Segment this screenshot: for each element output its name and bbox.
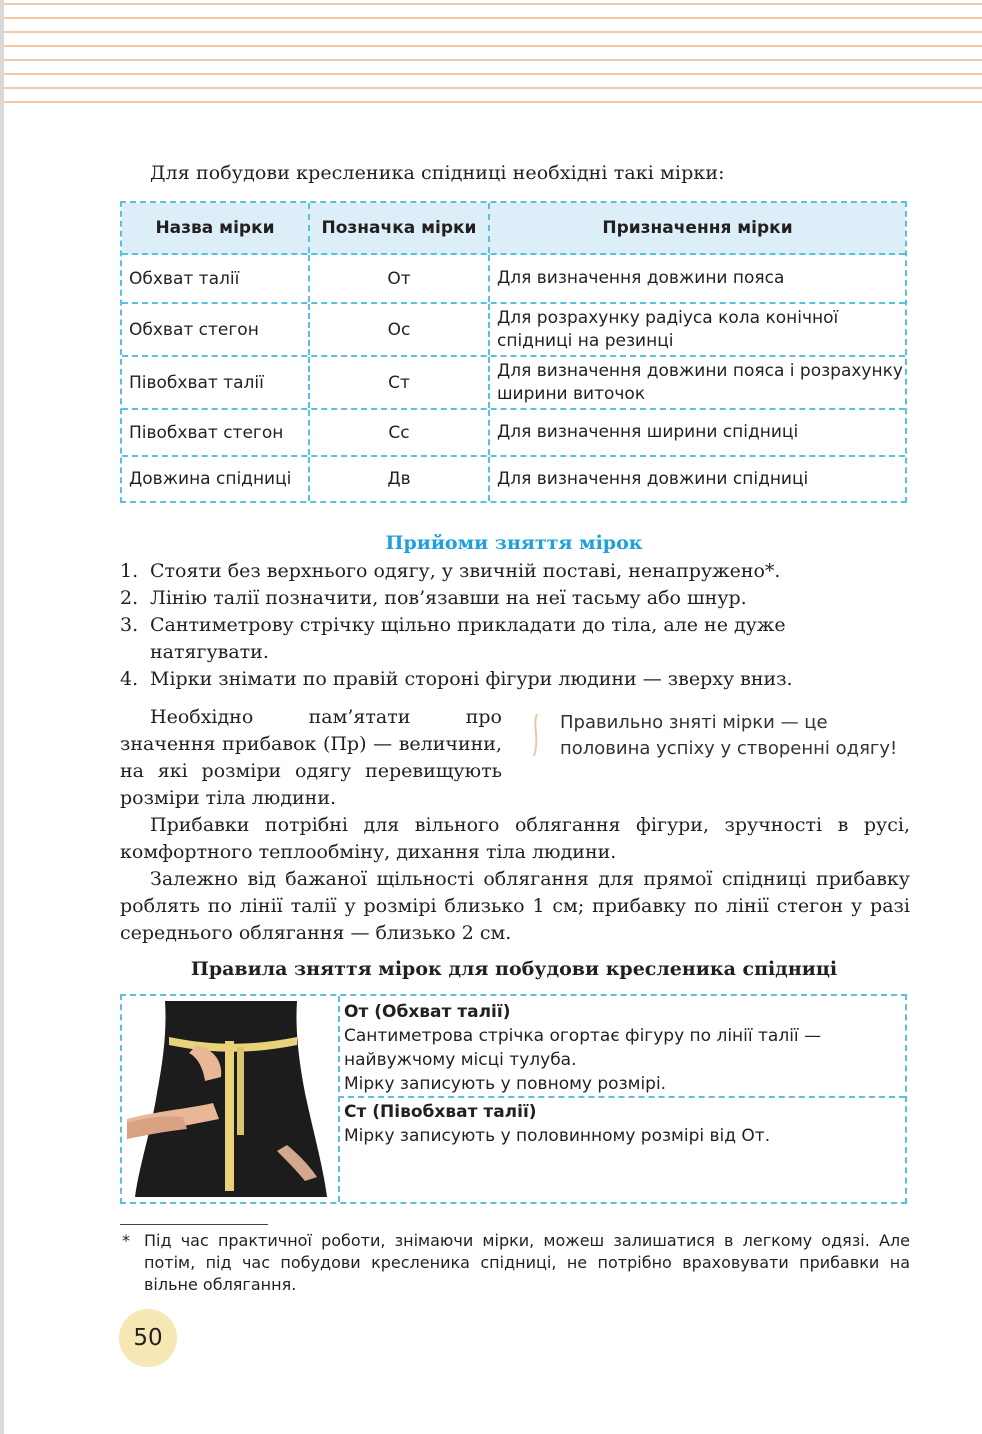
rule-half-waist (344, 1100, 897, 1148)
section-title: Прийоми зняття мірок (385, 532, 643, 554)
table-row (122, 304, 905, 357)
table-header-cell: Призначення мірки (488, 203, 905, 253)
list-item (120, 666, 910, 693)
footnote (120, 1230, 910, 1296)
list-item-number: 1. (120, 560, 139, 582)
list-item-text: Мірки знімати по правій стороні фігури людини — зверху вниз. (150, 668, 793, 690)
rules-divider (338, 996, 340, 1202)
list-item-number: 3. (120, 614, 139, 636)
rule-text: Сантиметрова стрічка огортає фігуру по лінії талії — (344, 1026, 822, 1046)
page-left-border (0, 0, 4, 1434)
steps-list (120, 558, 910, 693)
table-header-cell: Позначка мірки (308, 203, 488, 253)
rule-heading: От (Обхват талії) (344, 1002, 511, 1022)
table-cell-code: От (308, 255, 488, 302)
list-item-text: Сантиметрову стрічку щільно прикладати до тіла, але не дуже натягувати. (150, 614, 786, 663)
header-stripes (4, 0, 982, 112)
table-cell-name: Півобхват талії (129, 372, 264, 393)
rules-divider (338, 1096, 905, 1098)
table-row (122, 410, 905, 457)
table-cell-name: Обхват стегон (129, 319, 259, 340)
footnote-text: Під час практичної роботи, знімаючи мірки, можеш залишатися в легкому одязі. Але потім, під час побудови кресленика спідниці, не потрібно враховувати прибавки на вільне облягання. (144, 1231, 910, 1294)
footnote-rule (120, 1224, 268, 1225)
waist-measurement-photo (127, 1001, 334, 1197)
rules-box (120, 994, 907, 1204)
table-cell-purpose: Для визначення довжини пояса і розрахунку ширини виточок (488, 357, 905, 408)
table-cell-code: Ст (308, 357, 488, 408)
table-cell-purpose: Для визначення довжини пояса (488, 255, 905, 302)
table-header-row (122, 203, 905, 255)
tip-note: Правильно зняті мірки — це половина успіху у створенні одягу! (560, 712, 898, 759)
rule-text: Мірку записують у половинному розмірі від От. (344, 1126, 771, 1146)
rule-waist (344, 1000, 897, 1096)
list-item (120, 612, 910, 666)
list-item-text: Лінію талії позначити, пов’язавши на неї тасьму або шнур. (150, 587, 747, 609)
table-cell-code: Дв (308, 457, 488, 501)
table-cell-name: Півобхват стегон (129, 422, 284, 443)
rules-title: Правила зняття мірок для побудови кресленика спідниці (190, 958, 838, 980)
table-cell-name: Довжина спідниці (129, 469, 292, 489)
paragraph-allowances (120, 704, 502, 812)
page-number: 50 (119, 1309, 177, 1367)
paragraph-purpose (120, 812, 910, 866)
footnote-mark: * (122, 1231, 130, 1250)
paragraph-allowance-values (120, 866, 910, 947)
table-header-cell: Назва мірки (155, 218, 275, 238)
table-row (122, 255, 905, 304)
table-cell-purpose: Для визначення ширини спідниці (488, 410, 905, 455)
measurements-table (120, 201, 907, 503)
table-row (122, 457, 905, 501)
paragraph-text: Необхідно пам’ятати про значення прибавок (Пр) — величини, на які розміри одягу перевищують розміри тіла людини. (120, 706, 502, 809)
rule-text: Мірку записують у повному розмірі. (344, 1074, 667, 1094)
list-item (120, 558, 910, 585)
quote-mark-icon (528, 712, 542, 758)
table-cell-code: Сс (308, 410, 488, 455)
table-cell-purpose: Для розрахунку радіуса кола конічної спідниці на резинці (488, 304, 905, 355)
table-row (122, 357, 905, 410)
paragraph-text: Прибавки потрібні для вільного облягання фігури, зручності в русі, комфортного теплообміну, дихання тіла людини. (120, 814, 910, 863)
rule-heading: Ст (Півобхват талії) (344, 1102, 537, 1122)
table-cell-code: Ос (308, 304, 488, 355)
list-item-number: 4. (120, 668, 139, 690)
table-cell-purpose: Для визначення довжини спідниці (488, 457, 905, 501)
list-item-text: Стояти без верхнього одягу, у звичній поставі, ненапружено*. (150, 560, 781, 582)
list-item-number: 2. (120, 587, 139, 609)
rule-text: найвужчому місці тулуба. (344, 1050, 577, 1070)
list-item (120, 585, 910, 612)
table-cell-name: Обхват талії (129, 268, 240, 289)
intro-text: Для побудови кресленика спідниці необхідні такі мірки: (150, 162, 725, 184)
paragraph-text: Залежно від бажаної щільності облягання для прямої спідниці прибавку роблять по лінії талії у розмірі близько 1 см; прибавку по лінії стегон у разі середнього облягання — близько 2 см. (120, 868, 910, 944)
